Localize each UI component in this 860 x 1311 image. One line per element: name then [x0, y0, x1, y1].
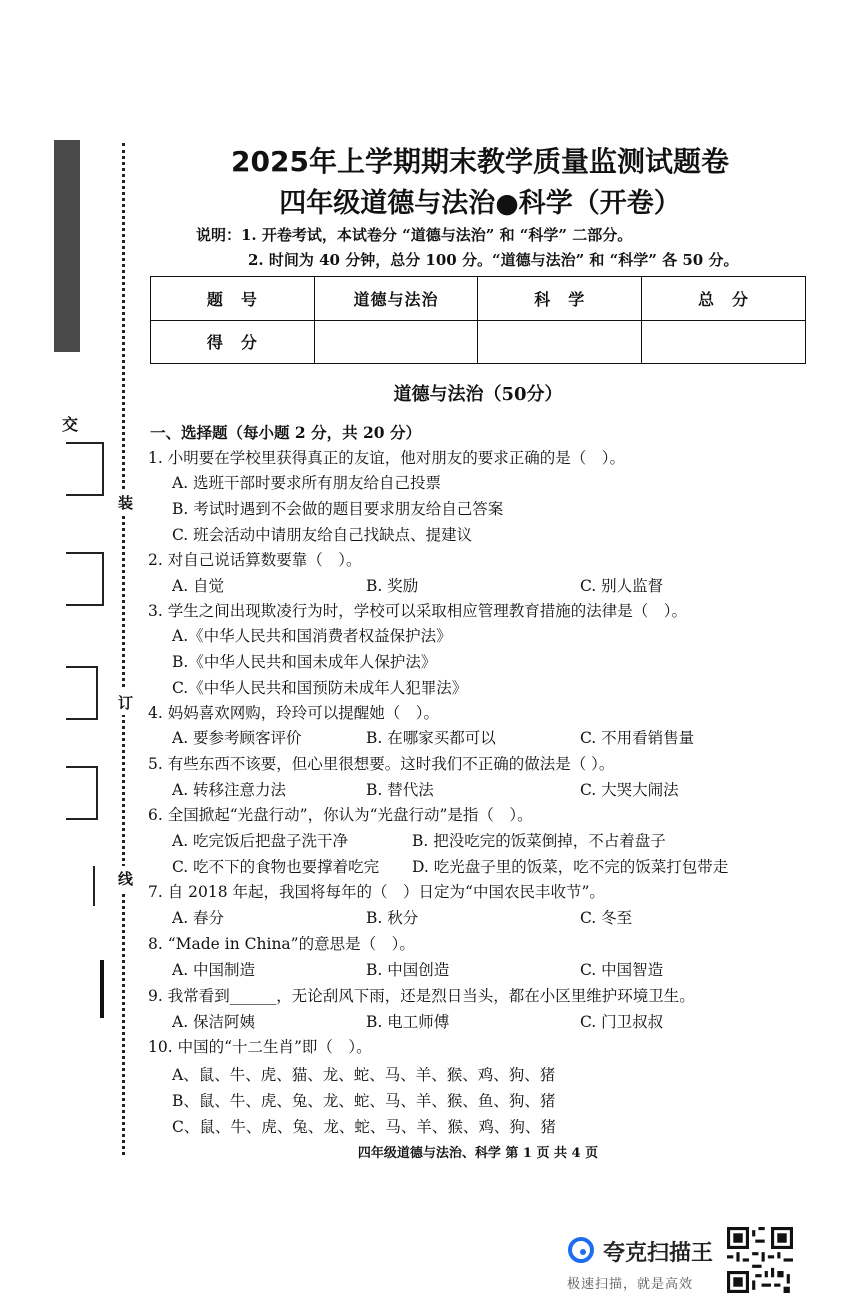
score-table-cell: 科 学 [478, 277, 642, 321]
question-option: B. 替代法 [366, 781, 434, 799]
instructions-line-2: 2. 时间为 40 分钟，总分 100 分。“道德与法治” 和 “科学” 各 50 分。 [248, 251, 739, 269]
question-stem: 1. 小明要在学校里获得真正的友谊，他对朋友的要求正确的是（ ）。 [148, 449, 625, 467]
question-option: C、鼠、牛、虎、兔、龙、蛇、马、羊、猴、鸡、狗、猪 [172, 1118, 556, 1136]
question-option: A. 转移注意力法 [172, 781, 287, 799]
question-stem: 4. 妈妈喜欢网购，玲玲可以提醒她（ ）。 [148, 704, 439, 722]
question-stem: 6. 全国掀起“光盘行动”，你认为“光盘行动”是指（ ）。 [148, 806, 533, 824]
score-table-cell: 得 分 [151, 320, 315, 364]
watermark-slogan: 极速扫描，就是高效 [567, 1277, 694, 1292]
question-stem: 7. 自 2018 年起，我国将每年的（ ）日定为“中国农民丰收节”。 [148, 883, 605, 901]
question-option: B.《中华人民共和国未成年人保护法》 [172, 653, 437, 671]
question-option: B. 中国创造 [366, 961, 450, 979]
margin-field-box-3 [66, 666, 98, 720]
margin-field-line [93, 866, 95, 906]
watermark-brand: 夸克扫描王 [603, 1241, 714, 1266]
binding-label-ding: 订 [118, 690, 133, 715]
score-input-cell[interactable] [478, 320, 642, 364]
question-option: A、鼠、牛、虎、猫、龙、蛇、马、羊、猴、鸡、狗、猪 [172, 1066, 556, 1084]
question-option: B. 奖励 [366, 577, 419, 595]
binding-dotted-line [122, 143, 125, 1155]
score-table-cell: 道德与法治 [314, 277, 477, 321]
question-option: C. 大哭大闹法 [580, 781, 679, 799]
question-option: B. 考试时遇到不会做的题目要求朋友给自己答案 [172, 500, 504, 518]
question-option: A. 选班干部时要求所有朋友给自己投票 [172, 474, 442, 492]
question-option: C. 冬至 [580, 909, 633, 927]
section-title: 道德与法治（50分） [393, 384, 563, 405]
question-option: A. 中国制造 [172, 961, 256, 979]
exam-subtitle: 四年级道德与法治●科学（开卷） [279, 188, 681, 219]
instructions-line-1: 说明：1. 开卷考试，本试卷分 “道德与法治” 和 “科学” 二部分。 [196, 226, 633, 244]
question-stem: 3. 学生之间出现欺凌行为时，学校可以采取相应管理教育措施的法律是（ ）。 [148, 602, 687, 620]
question-option: B、鼠、牛、虎、兔、龙、蛇、马、羊、猴、鱼、狗、猪 [172, 1092, 556, 1110]
question-option: B. 在哪家买都可以 [366, 729, 496, 747]
quark-logo-icon [568, 1237, 594, 1263]
score-input-cell[interactable] [642, 320, 806, 364]
question-option: C. 不用看销售量 [580, 729, 695, 747]
question-option: C. 别人监督 [580, 577, 664, 595]
part-title: 一、选择题（每小题 2 分，共 20 分） [150, 423, 421, 442]
score-table-cell: 题 号 [151, 277, 315, 321]
question-option: C. 门卫叔叔 [580, 1013, 664, 1031]
margin-field-box-2 [66, 552, 104, 606]
question-option: B. 秋分 [366, 909, 419, 927]
question-option: C. 班会活动中请朋友给自己找缺点、提建议 [172, 526, 473, 544]
question-option: A. 保洁阿姨 [172, 1013, 256, 1031]
page-footer: 四年级道德与法治、科学 第 1 页 共 4 页 [357, 1146, 599, 1161]
question-option: A. 要参考顾客评价 [172, 729, 302, 747]
question-stem: 8. “Made in China”的意思是（ ）。 [148, 935, 415, 953]
question-option: A.《中华人民共和国消费者权益保护法》 [172, 627, 452, 645]
score-input-cell[interactable] [314, 320, 477, 364]
question-option: C. 吃不下的食物也要撑着吃完 [172, 858, 380, 876]
binding-label-zhuang: 装 [118, 490, 133, 515]
question-stem: 2. 对自己说话算数要靠（ ）。 [148, 551, 362, 569]
qr-code-icon [727, 1227, 793, 1293]
score-table-score-row [151, 320, 806, 364]
score-table-header-row [151, 277, 806, 321]
question-stem: 10. 中国的“十二生肖”即（ ）。 [148, 1038, 372, 1056]
question-stem: 9. 我常看到______，无论刮风下雨，还是烈日当头，都在小区里维护环境卫生。 [148, 987, 695, 1005]
score-table-cell: 总 分 [642, 277, 806, 321]
question-option: A. 自觉 [172, 577, 225, 595]
question-stem: 5. 有些东西不该要，但心里很想要。这时我们不正确的做法是（ ）。 [148, 755, 615, 773]
question-option: D. 吃光盘子里的饭菜，吃不完的饭菜打包带走 [412, 858, 729, 876]
scan-shadow-strip [54, 140, 80, 352]
margin-field-box-4 [66, 766, 98, 820]
question-option: B. 把没吃完的饭菜倒掉，不占着盘子 [412, 832, 666, 850]
binding-label-xian: 线 [118, 866, 133, 891]
exam-title: 2025年上学期期末教学质量监测试题卷 [231, 145, 729, 178]
question-option: C. 中国智造 [580, 961, 664, 979]
margin-label-fragment: 交 [62, 415, 79, 434]
score-table [150, 276, 806, 364]
scan-shadow-mark [100, 960, 104, 1018]
question-option: A. 春分 [172, 909, 225, 927]
question-option: C.《中华人民共和国预防未成年人犯罪法》 [172, 679, 468, 697]
question-option: B. 电工师傅 [366, 1013, 450, 1031]
margin-field-box-1 [66, 442, 104, 496]
question-option: A. 吃完饭后把盘子洗干净 [172, 832, 349, 850]
